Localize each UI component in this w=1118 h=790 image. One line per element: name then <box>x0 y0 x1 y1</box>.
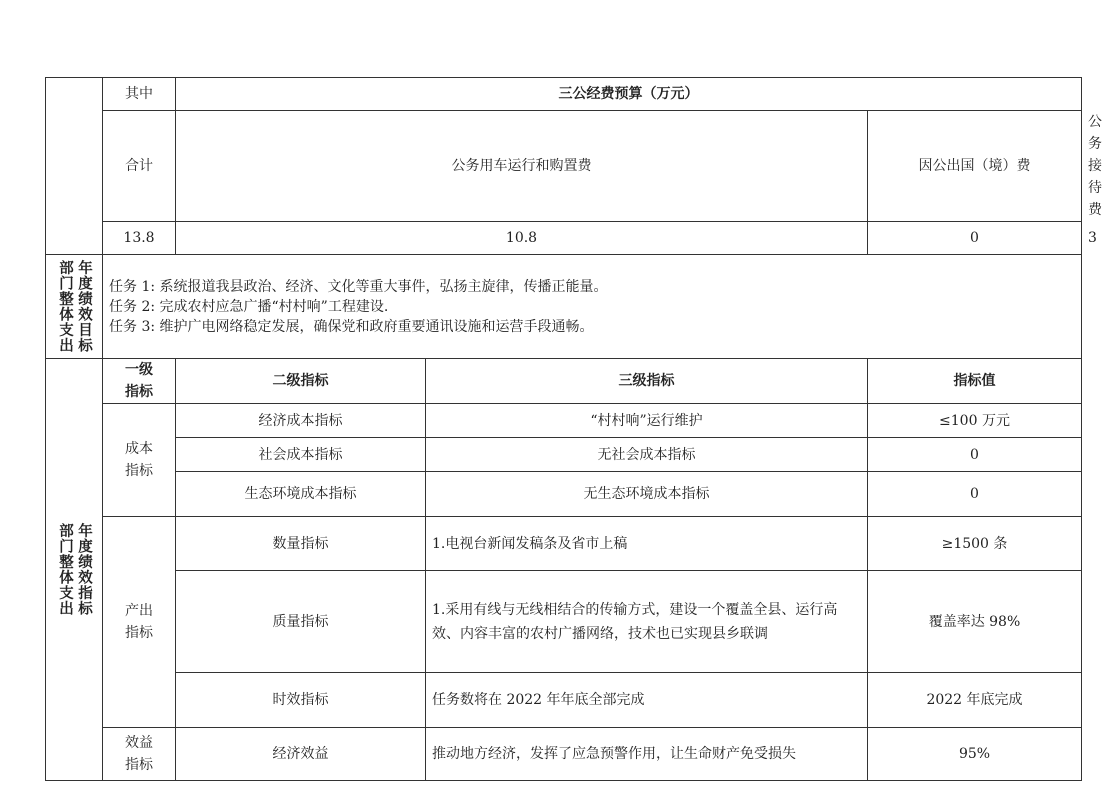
value-overseas: 0 <box>868 222 1082 255</box>
level1-benefit: 效益指标 <box>103 728 176 781</box>
header-level1: 一级指标 <box>103 359 176 404</box>
task-item: 任务 1: 系统报道我县政治、经济、文化等重大事件，弘扬主旋律，传播正能量。 <box>109 278 608 295</box>
level3-cell: 1.电视台新闻发稿条及省市上稿 <box>426 517 868 571</box>
header-vehicle: 公务用车运行和购置费 <box>176 111 868 222</box>
level3-cell: “村村响”运行维护 <box>426 404 868 438</box>
level2-cell: 数量指标 <box>176 517 426 571</box>
level3-cell <box>426 571 868 673</box>
header-overseas: 因公出国（境）费 <box>868 111 1082 222</box>
level1-output: 产出指标 <box>103 517 176 728</box>
header-total: 合计 <box>103 111 176 222</box>
indicator-value-cell: 覆盖率达 98% <box>868 571 1082 673</box>
indicator-value-cell: ≤100 万元 <box>868 404 1082 438</box>
qizhong-label: 其中 <box>103 78 176 111</box>
value-total: 13.8 <box>103 222 176 255</box>
level2-cell: 时效指标 <box>176 673 426 728</box>
blank-label-cell <box>46 78 103 255</box>
level3-cell: 无生态环境成本指标 <box>426 472 868 517</box>
indicator-value-cell: 0 <box>868 438 1082 472</box>
sangong-title: 三公经费预算（万元） <box>176 78 1082 111</box>
level3-cell: 推动地方经济，发挥了应急预警作用，让生命财产免受损失 <box>426 728 868 781</box>
goals-vertical-label <box>46 255 103 359</box>
header-indicator-value: 指标值 <box>868 359 1082 404</box>
header-level3: 三级指标 <box>426 359 868 404</box>
goals-label-col1: 部门整体支出 <box>57 260 73 353</box>
value-vehicle: 10.8 <box>176 222 868 255</box>
indicator-value-cell: 95% <box>868 728 1082 781</box>
level2-cell: 社会成本指标 <box>176 438 426 472</box>
level3-text: 1.采用有线与无线相结合的传输方式，建设一个覆盖全县、运行高效、内容丰富的农村广播网络，技术也已实现县乡联调 <box>432 601 838 642</box>
level2-cell: 经济效益 <box>176 728 426 781</box>
task-item: 任务 3: 维护广电网络稳定发展，确保党和政府重要通讯设施和运营手段通畅。 <box>109 318 594 335</box>
task-item: 任务 2: 完成农村应急广播“村村响”工程建设. <box>109 298 389 315</box>
level3-cell: 任务数将在 2022 年年底全部完成 <box>426 673 868 728</box>
indicator-value-cell: 0 <box>868 472 1082 517</box>
level2-cell: 生态环境成本指标 <box>176 472 426 517</box>
level2-cell: 经济成本指标 <box>176 404 426 438</box>
header-level2: 二级指标 <box>176 359 426 404</box>
level2-cell: 质量指标 <box>176 571 426 673</box>
level3-cell: 无社会成本指标 <box>426 438 868 472</box>
indicators-label-col1: 部门整体支出 <box>57 523 73 616</box>
budget-performance-table: 其中 三公经费预算（万元） 合计 公务用车运行和购置费 因公出国（境）费 公务接待费 13.8 10.8 0 3 年度绩效目标 部门整体支出 任务 1: 系统报道我县政治、经济、文化等重大事件，弘扬主旋律，传播正能量。 任务 2: 完成农村应急广播“村村响”工程建设. 任务 3: 维护广电网络稳定发展，确保党和政府重要通讯设施和运营手段通畅。 年度绩效指标 部门整体支出 一级指标 二级指标 三级指标 指标值 成本指标 经济成本指标 “村村响”运行维护 ≤100 万元 社会成本指标 无社会成本指标 0 生态环境成本指标 无生态环境成本指标 0 产出指标 数量指标 1.电视台新闻发稿条及省市上稿 ≥1500 条 质量指标 1.采用有线与无线相结合的传输方式，建设一个覆盖全县、运行高效、内容丰富的农村广播网络，技术也已实现县乡联调 覆盖率达 98% 时效指标 任务数将在 2022 年年底全部完成 2022 年底完成 效益指标 经济效益 推动地方经济，发挥了应急预警作用，让生命财产免受损失 95% <box>45 77 1082 781</box>
indicator-value-cell: 2022 年底完成 <box>868 673 1082 728</box>
goals-label-col2: 年度绩效目标 <box>76 260 92 353</box>
indicator-value-cell: ≥1500 条 <box>868 517 1082 571</box>
indicators-label-col2: 年度绩效指标 <box>76 523 92 616</box>
goals-tasks-cell <box>103 255 1082 359</box>
level1-cost: 成本指标 <box>103 404 176 517</box>
indicators-vertical-label <box>46 359 103 781</box>
